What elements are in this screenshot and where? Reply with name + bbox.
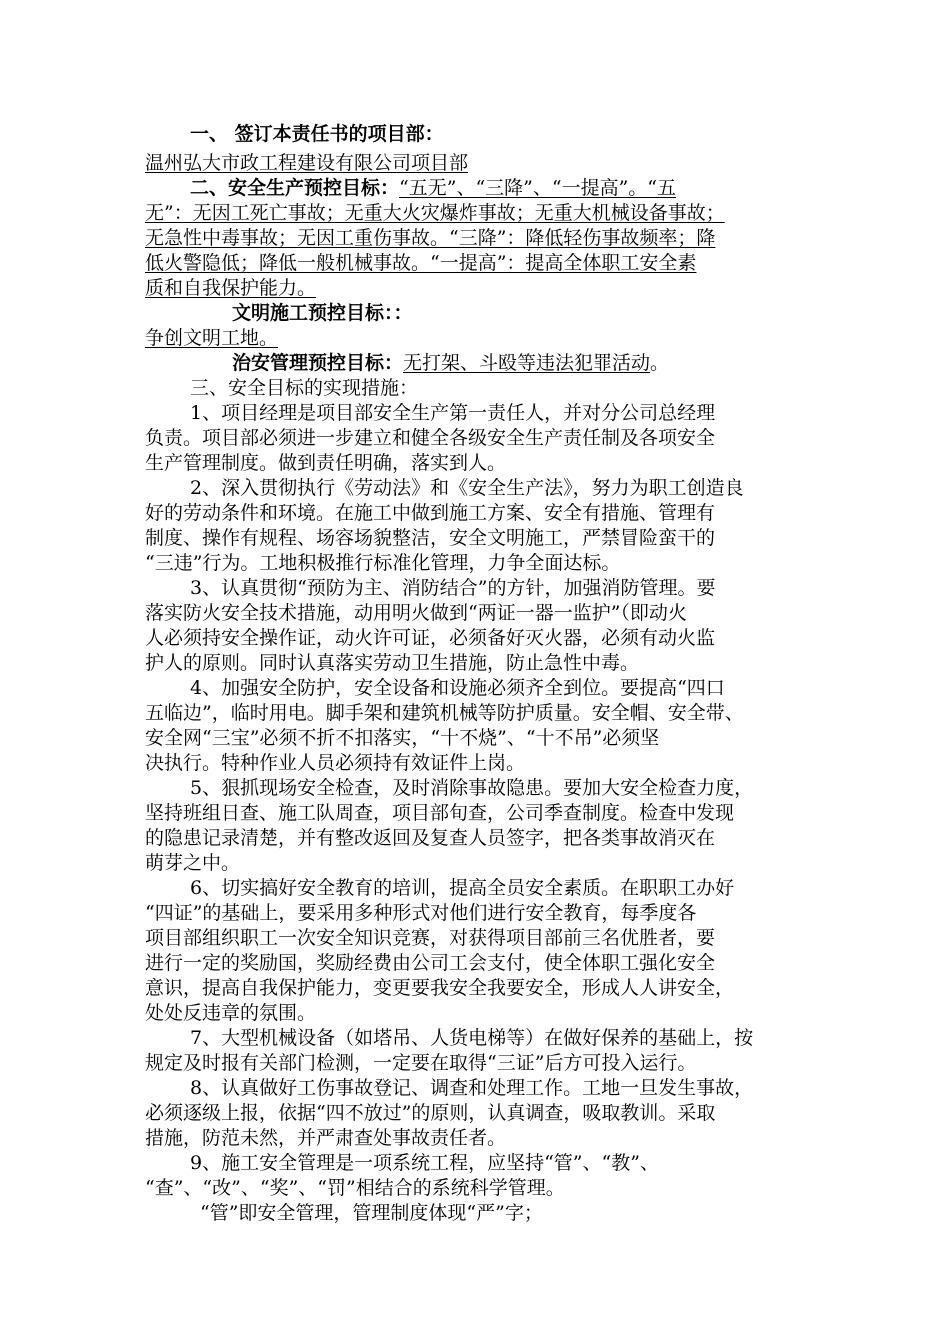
- public-security-value: 无打架、斗殴等违法犯罪活动: [403, 352, 651, 374]
- safety-target-line-2: 无”：无因工死亡事故；无重大火灾爆炸事故；无重大机械设备事故；: [145, 202, 725, 224]
- public-security-label: 治安管理预控目标：: [232, 352, 404, 374]
- measure-line: “三违”行为。工地积极推行标准化管理，力争全面达标。: [145, 552, 621, 574]
- measure-line: 7、大型机械设备（如塔吊、人货电梯等）在做好保养的基础上，按: [190, 1027, 754, 1049]
- safety-target-line-4: 低火警隐低；降低一般机械事故。“一提高”：提高全体职工安全素: [145, 252, 697, 274]
- measure-line: 4、加强安全防护，安全设备和设施必须齐全到位。要提高“四口: [190, 677, 725, 699]
- civilized-construction-label: 文明施工预控目标：：: [232, 302, 413, 324]
- measure-line: 6、切实搞好安全教育的培训，提高全员安全素质。在职职工办好: [190, 877, 735, 899]
- measure-line: 萌芽之中。: [145, 852, 241, 874]
- section1-heading: 一、 签订本责任书的项目部：: [190, 123, 444, 145]
- safety-target-label: 二、安全生产预控目标：: [190, 177, 400, 199]
- section3-heading: 三、安全目标的实现措施：: [190, 377, 419, 399]
- measure-line: 护人的原则。同时认真落实劳动卫生措施，防止急性中毒。: [145, 652, 640, 674]
- measure-line: 进行一定的奖励国，奖励经费由公司工会支付，使全体职工强化安全: [145, 952, 716, 974]
- civilized-construction-target: 争创文明工地。: [145, 327, 279, 349]
- measure-line: 规定及时报有关部门检测，一定要在取得“三证”后方可投入运行。: [145, 1052, 697, 1074]
- measure-line: 人必须持安全操作证，动火许可证，必须备好灭火器，必须有动火监: [145, 627, 716, 649]
- measure-line: 的隐患记录清楚，并有整改返回及复查人员签字，把各类事故消灭在: [145, 827, 716, 849]
- measure-line: “四证”的基础上，要采用多种形式对他们进行安全教育，每季度各: [145, 902, 697, 924]
- safety-target-line-1: [190, 176, 676, 201]
- measure-line: 2、深入贯彻执行《劳动法》和《安全生产法》，努力为职工创造良: [190, 477, 744, 499]
- measure-line: 五临边”，临时用电。脚手架和建筑机械等防护质量。安全帽、安全带、: [145, 702, 744, 724]
- safety-target-line-3: 无急性中毒事故；无因工重伤事故。“三降”：降低轻伤事故频率；降: [145, 227, 716, 249]
- safety-target-line-5: 质和自我保护能力。: [145, 277, 317, 299]
- measure-line: 生产管理制度。做到责任明确，落实到人。: [145, 452, 507, 474]
- measure-line: 意识，提高自我保护能力，变更要我安全我要安全，形成人人讲安全，: [145, 977, 735, 999]
- measure-line: 安全网“三宝”必须不折不扣落实，“十不烧”、“十不吊”必须坚: [145, 727, 660, 749]
- measure-line: 措施，防范未然，并严肃查处事故责任者。: [145, 1127, 507, 1149]
- measure-line: 项目部组织职工一次安全知识竞赛，对获得项目部前三名优胜者，要: [145, 927, 716, 949]
- measure-line: “查”、“改”、“奖”、“罚”相结合的系统科学管理。: [145, 1177, 565, 1199]
- project-department-name: 温州弘大市政工程建设有限公司项目部: [145, 152, 469, 174]
- measure-line: 落实防火安全技术措施，动用明火做到“两证一器一监护”（即动火: [145, 602, 687, 624]
- public-security-end: 。: [650, 352, 670, 374]
- measure-line: “管”即安全管理，管理制度体现“严”字；: [200, 1202, 543, 1224]
- measure-line: 好的劳动条件和环境。在施工中做到施工方案、安全有措施、管理有: [145, 502, 716, 524]
- safety-target-text: “五无”、“三降”、“一提高”。“五: [399, 177, 677, 199]
- public-security-target: [232, 351, 669, 376]
- measure-line: 5、狠抓现场安全检查，及时消除事故隐患。要加大安全检查力度，: [190, 777, 754, 799]
- measure-line: 9、施工安全管理是一项系统工程，应坚持“管”、“教”、: [190, 1152, 659, 1174]
- measure-line: 8、认真做好工伤事故登记、调查和处理工作。工地一旦发生事故，: [190, 1077, 754, 1099]
- measure-line: 决执行。特种作业人员必须持有效证件上岗。: [145, 752, 526, 774]
- measure-line: 负责。项目部必须进一步建立和健全各级安全生产责任制及各项安全: [145, 427, 716, 449]
- measure-line: 制度、操作有规程、场容场貌整洁，安全文明施工，严禁冒险蛮干的: [145, 527, 716, 549]
- measure-line: 坚持班组日查、施工队周查，项目部旬查，公司季查制度。检查中发现: [145, 802, 735, 824]
- measure-line: 必须逐级上报，依据“四不放过”的原则，认真调查，吸取教训。采取: [145, 1102, 716, 1124]
- measure-line: 1、项目经理是项目部安全生产第一责任人，并对分公司总经理: [190, 402, 716, 424]
- measure-line: 处处反违章的氛围。: [145, 1002, 317, 1024]
- measure-line: 3、认真贯彻“预防为主、消防结合”的方针，加强消防管理。要: [190, 577, 716, 599]
